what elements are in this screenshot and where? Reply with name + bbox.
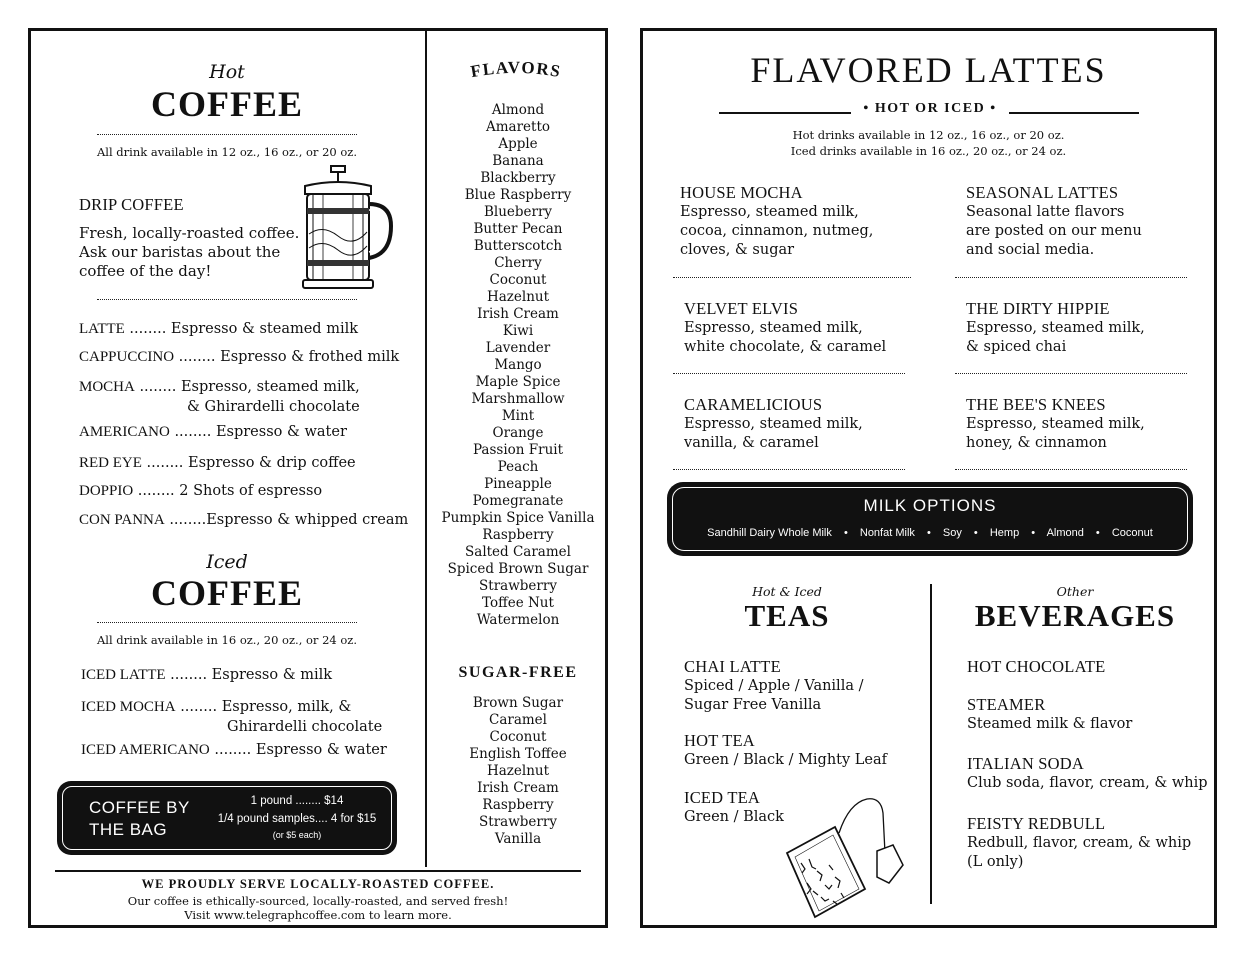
flavor-item: Mango (494, 357, 542, 373)
beverage-item: HOT CHOCOLATE (967, 657, 1106, 676)
milk-option: Hemp (989, 527, 1020, 539)
menu-item-con-panna: CON PANNA ........Espresso & whipped cream (79, 512, 409, 528)
milk-option: Soy (942, 527, 962, 539)
dotted-divider (97, 299, 357, 300)
milk-option: Almond (1046, 527, 1084, 539)
flavor-item: Apple (498, 136, 538, 152)
flavor-item: Toffee Nut (482, 595, 554, 611)
milk-options-title: MILK OPTIONS (863, 496, 997, 515)
milk-options-banner (667, 482, 1193, 556)
iced-sizes: Iced drinks available in 16 oz., 20 oz., or 24 oz. (790, 144, 1067, 158)
flavor-item: Maple Spice (475, 374, 561, 390)
menu-item-cappuccino: CAPPUCCINO ........ Espresso & frothed milk (79, 349, 400, 365)
flavors-title (451, 55, 581, 85)
latte-item: HOUSE MOCHA Espresso, steamed milk, cocoa, cinnamon, nutmeg, cloves, & sugar (680, 183, 874, 258)
sugar-free-item: Brown Sugar (472, 695, 564, 711)
milk-option: Sandhill Dairy Whole Milk (707, 527, 832, 539)
flavor-item: Spiced Brown Sugar (447, 561, 589, 577)
iced-coffee-sizes: All drink available in 16 oz., 20 oz., or 24 oz. (96, 633, 358, 647)
flavor-item: Butterscotch (473, 238, 563, 254)
tea-bag-icon (777, 793, 927, 923)
beverage-item: FEISTY REDBULL Redbull, flavor, cream, & whip (L only) (967, 814, 1192, 870)
sugar-free-item: English Toffee (469, 746, 567, 762)
menu-item-iced-latte: ICED LATTE ........ Espresso & milk (81, 667, 333, 683)
flavor-item: Marshmallow (471, 391, 565, 407)
hot-sizes: Hot drinks available in 12 oz., 16 oz., or 20 oz. (792, 128, 1065, 142)
subtitle-rule-left (719, 112, 851, 114)
tea-item: ICED TEA Green / Black (684, 788, 784, 825)
menu-item-americano: AMERICANO ........ Espresso & water (79, 424, 347, 440)
hot-coffee-title: COFFEE (150, 84, 303, 124)
flavor-item: Raspberry (482, 527, 554, 543)
flavor-item: Orange (492, 425, 544, 441)
flavor-item: Strawberry (479, 578, 557, 594)
sugar-free-item: Coconut (489, 729, 547, 745)
menu-item-doppio: DOPPIO ........ 2 Shots of espresso (79, 483, 323, 499)
left-menu-panel (28, 28, 608, 928)
dotted-divider (673, 373, 905, 374)
dotted-divider (97, 134, 357, 135)
beverages-script-label: Other (1056, 584, 1094, 599)
flavor-item: Salted Caramel (465, 544, 571, 560)
latte-item: THE DIRTY HIPPIE Espresso, steamed milk, & spiced chai (966, 299, 1145, 355)
flavor-item: Almond (491, 102, 545, 118)
dotted-divider (955, 469, 1187, 470)
flavored-lattes-title: FLAVORED LATTES (750, 50, 1107, 90)
flavor-item: Hazelnut (486, 289, 550, 305)
sugar-free-item: Raspberry (482, 797, 554, 813)
flavor-item: Blackberry (480, 170, 556, 186)
hot-or-iced-subtitle: • HOT OR ICED • (863, 101, 997, 116)
beverages-title: BEVERAGES (974, 598, 1176, 633)
iced-coffee-title: COFFEE (150, 573, 303, 613)
flavor-item: Lavender (485, 340, 551, 356)
dotted-divider (673, 277, 911, 278)
flavor-item: Coconut (489, 272, 547, 288)
flavor-item: Banana (492, 153, 544, 169)
teas-title: TEAS (744, 598, 830, 633)
menu-item-iced-mocha-desc2: Ghirardelli chocolate (227, 719, 383, 735)
sugar-free-item: Hazelnut (486, 763, 550, 779)
flavor-item: Peach (497, 459, 539, 475)
dotted-divider (97, 622, 357, 623)
menu-item-red-eye: RED EYE ........ Espresso & drip coffee (79, 455, 356, 471)
milk-options-list: Sandhill Dairy Whole Milk • Nonfat Milk • Soy • Hemp • Almond • Coconut (707, 527, 1153, 539)
sugar-free-item: Vanilla (494, 831, 542, 847)
beverage-item: STEAMER Steamed milk & flavor (967, 695, 1133, 732)
footer-title: WE PROUDLY SERVE LOCALLY-ROASTED COFFEE. (141, 877, 495, 891)
flavor-item: Kiwi (502, 323, 534, 339)
sugar-free-item: Caramel (489, 712, 547, 728)
milk-option: Nonfat Milk (859, 527, 915, 539)
menu-item-iced-mocha: ICED MOCHA ........ Espresso, milk, & (81, 699, 352, 715)
right-menu-panel (640, 28, 1217, 928)
column-divider (425, 31, 427, 867)
milk-option: Coconut (1111, 527, 1153, 539)
teas-script-label: Hot & Iced (752, 584, 822, 599)
drip-coffee-name: DRIP COFFEE (79, 195, 184, 214)
tea-item: HOT TEA Green / Black / Mighty Leaf (684, 731, 888, 768)
beverage-item: ITALIAN SODA Club soda, flavor, cream, & whip (967, 754, 1208, 791)
dotted-divider (955, 373, 1187, 374)
french-press-icon (293, 164, 393, 294)
hot-script-label: Hot (209, 61, 245, 83)
subtitle-rule-right (1009, 112, 1139, 114)
sugar-free-title: SUGAR-FREE (458, 664, 578, 681)
latte-item: SEASONAL LATTES Seasonal latte flavors are posted on our menu and social media. (966, 183, 1142, 258)
flavor-item: Pumpkin Spice Vanilla (441, 510, 595, 526)
dotted-divider (673, 469, 905, 470)
menu-item-latte: LATTE ........ Espresso & steamed milk (79, 321, 359, 337)
sugar-free-item: Strawberry (479, 814, 557, 830)
bag-prices: 1 pound ........ $14 1/4 pound samples.... 4 for $15 (or $5 each) (217, 795, 377, 840)
flavor-item: Blueberry (483, 204, 553, 220)
latte-item: VELVET ELVIS Espresso, steamed milk, white chocolate, & caramel (684, 299, 887, 355)
menu-item-iced-americano: ICED AMERICANO ........ Espresso & water (81, 742, 387, 758)
bottom-column-divider (930, 584, 932, 904)
menu-item-mocha: MOCHA ........ Espresso, steamed milk, (79, 379, 360, 395)
flavor-item: Passion Fruit (472, 442, 564, 458)
flavor-item: Butter Pecan (473, 221, 563, 237)
sugar-free-item: Irish Cream (477, 780, 559, 796)
tea-item: CHAI LATTE Spiced / Apple / Vanilla / Sugar Free Vanilla (684, 657, 864, 713)
flavor-item: Irish Cream (477, 306, 559, 322)
hot-coffee-sizes: All drink available in 12 oz., 16 oz., or 20 oz. (96, 145, 358, 159)
flavor-item: Amaretto (485, 119, 551, 135)
latte-item: THE BEE'S KNEES Espresso, steamed milk, honey, & cinnamon (966, 395, 1145, 451)
iced-script-label: Iced (206, 551, 248, 573)
latte-item: CARAMELICIOUS Espresso, steamed milk, vanilla, & caramel (684, 395, 863, 451)
svg-text:FLAVORS: FLAVORS (469, 57, 563, 82)
dotted-divider (955, 277, 1187, 278)
flavor-item: Pineapple (484, 476, 552, 492)
flavor-item: Pomegranate (472, 493, 564, 509)
flavor-item: Watermelon (476, 612, 560, 628)
footer-line-1: Our coffee is ethically-sourced, locally-roasted, and served fresh! (127, 894, 509, 908)
flavor-item: Cherry (494, 255, 542, 271)
coffee-by-the-bag-banner (57, 781, 397, 855)
footer-line-2: Visit www.telegraphcoffee.com to learn more. (184, 908, 452, 922)
menu-item-mocha-desc2: & Ghirardelli chocolate (187, 399, 360, 415)
footer-rule (55, 870, 581, 872)
bag-title: COFFEE BY THE BAG (89, 798, 190, 839)
flavor-item: Mint (501, 408, 535, 424)
flavor-item: Blue Raspberry (464, 187, 572, 203)
drip-coffee-desc: Fresh, locally-roasted coffee. Ask our baristas about the coffee of the day! (79, 224, 300, 280)
